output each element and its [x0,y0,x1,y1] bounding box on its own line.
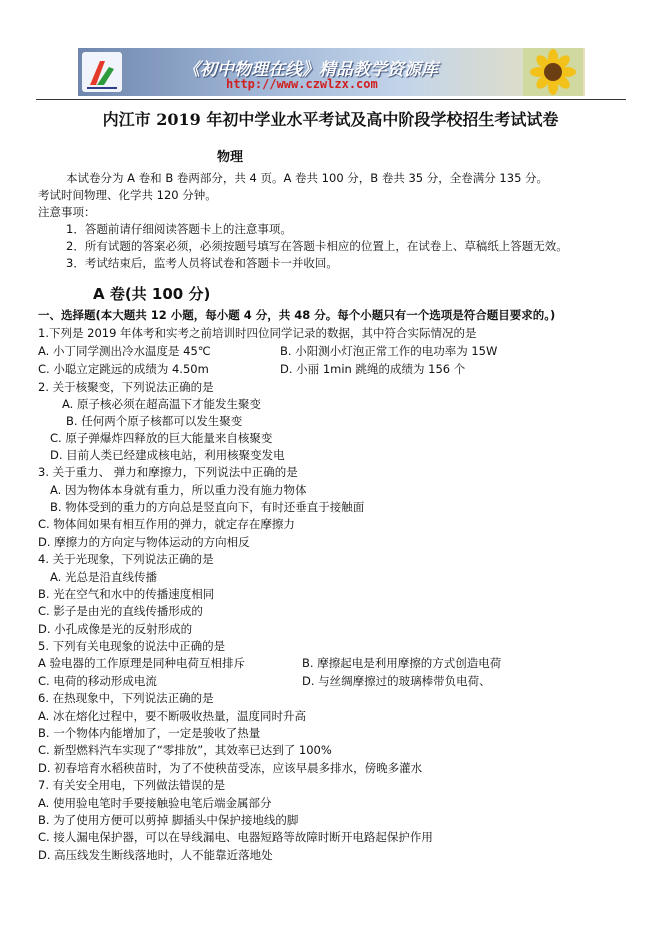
intro-line: 2．所有试题的答案必须，必须按题号填写在答题卡相应的位置上，在试卷上、草稿纸上答题无效。 [66,239,568,253]
answer-option: C. 新型燃料汽车实现了“零排放”，其效率已达到了 100% [38,743,332,757]
question-stem: 7. 有关安全用电，下列做法错误的是 [38,778,226,792]
logo [82,52,122,92]
answer-option: C. 电荷的移动形成电流 [38,674,157,688]
question-stem: 5. 下列有关电现象的说法中正确的是 [38,639,226,653]
answer-option: C. 原子弹爆炸四释放的巨大能量来自核聚变 [50,431,273,445]
intro-line: 3．考试结束后，监考人员将试卷和答题卡一并收回。 [66,256,338,270]
answer-option: C. 影子是由光的直线传播形成的 [38,604,203,618]
answer-option: A. 因为物体本身就有重力，所以重力没有施力物体 [50,483,307,497]
header-rule [36,99,626,100]
answer-option: B. 任何两个原子核都可以发生聚变 [66,414,243,428]
section-a-heading: A 卷(共 100 分) [93,285,211,303]
answer-option: D. 小孔成像是光的反射形成的 [38,622,193,636]
question-stem: 3. 关于重力、 弹力和摩擦力，下列说法中正确的是 [38,465,298,479]
answer-option: C. 小聪立定跳远的成绩为 4.50m [38,362,209,376]
question-stem: 1.下列是 2019 年体考和实考之前培训时四位同学记录的数据，其中符合实际情况的是 [38,326,477,340]
sunflower-image [523,48,583,96]
answer-option: A. 小丁同学测出冷水温度是 45℃ [38,344,211,358]
answer-option: A 验电器的工作原理是同种电荷互相排斥 [38,656,246,670]
answer-option: C. 物体间如果有相互作用的弹力，就定存在摩擦力 [38,517,295,531]
answer-option: D. 小丽 1min 跳绳的成绩为 156 个 [280,362,466,376]
question-stem: 2. 关于核聚变，下列说法正确的是 [38,380,214,394]
answer-option: B. 一个物体内能增加了，一定是骏收了热量 [38,726,261,740]
answer-option: B. 物体受到的重力的方向总是竖直向下，有时还垂直于接触面 [50,500,365,514]
answer-option: B. 光在空气和水中的传播速度相同 [38,587,215,601]
intro-line: 考试时间物理、化学共 120 分钟。 [38,188,217,202]
answer-option: A. 原子核必须在超高温下才能发生聚变 [62,397,261,411]
answer-option: B. 摩擦起电是利用摩擦的方式创造电荷 [302,656,502,670]
answer-option: B. 为了使用方便可以剪掉 脚插头中保护接地线的脚 [38,813,299,827]
intro-line: 本试卷分为 A 卷和 B 卷两部分，共 4 页。A 卷共 100 分，B 卷共 35 分，全卷满分 135 分。 [66,171,549,185]
subject-heading: 物理 [217,150,244,165]
answer-option: A. 光总是沿直线传播 [50,570,157,584]
document-title: 内江市 2019 年初中学业水平考试及高中阶段学校招生考试试卷 [102,110,559,129]
answer-option: D. 与丝绸摩擦过的玻璃棒带负电荷、 [302,674,491,688]
intro-line: 注意事项： [38,205,96,219]
banner-title: 《初中物理在线》精品教学资源库 [183,60,438,80]
answer-option: D. 摩擦力的方向定与物体运动的方向相反 [38,535,250,549]
answer-option: D. 目前人类已经建成核电站，利用核聚变发电 [50,448,285,462]
part-one-heading: 一、选择题(本大题共 12 小题，每小题 4 分，共 48 分。每个小题只有一个选项是符合题目要求的。) [38,308,556,322]
answer-option: B. 小阳测小灯泡正常工作的电功率为 15W [280,344,498,358]
answer-option: A. 冰在熔化过程中，要不断吸收热量，温度同时升高 [38,709,306,723]
intro-line: 1．答题前请仔细阅读答题卡上的注意事项。 [66,222,292,236]
answer-option: C. 接人漏电保护器，可以在导线漏电、电器短路等故障时断开电路起保护作用 [38,830,433,844]
answer-option: A. 使用验电笔时手要接触验电笔后端金属部分 [38,796,272,810]
question-stem: 4. 关于光现象，下列说法正确的是 [38,552,214,566]
answer-option: D. 高压线发生断线落地时，人不能靠近落地处 [38,848,273,862]
header-banner [78,48,585,96]
banner-url[interactable]: http://www.czwlzx.com [226,77,378,91]
question-stem: 6. 在热现象中，下列说法正确的是 [38,691,214,705]
answer-option: D. 初春培育水稻秧苗时，为了不使秧苗受冻，应该早晨多排水，傍晚多灌水 [38,761,423,775]
